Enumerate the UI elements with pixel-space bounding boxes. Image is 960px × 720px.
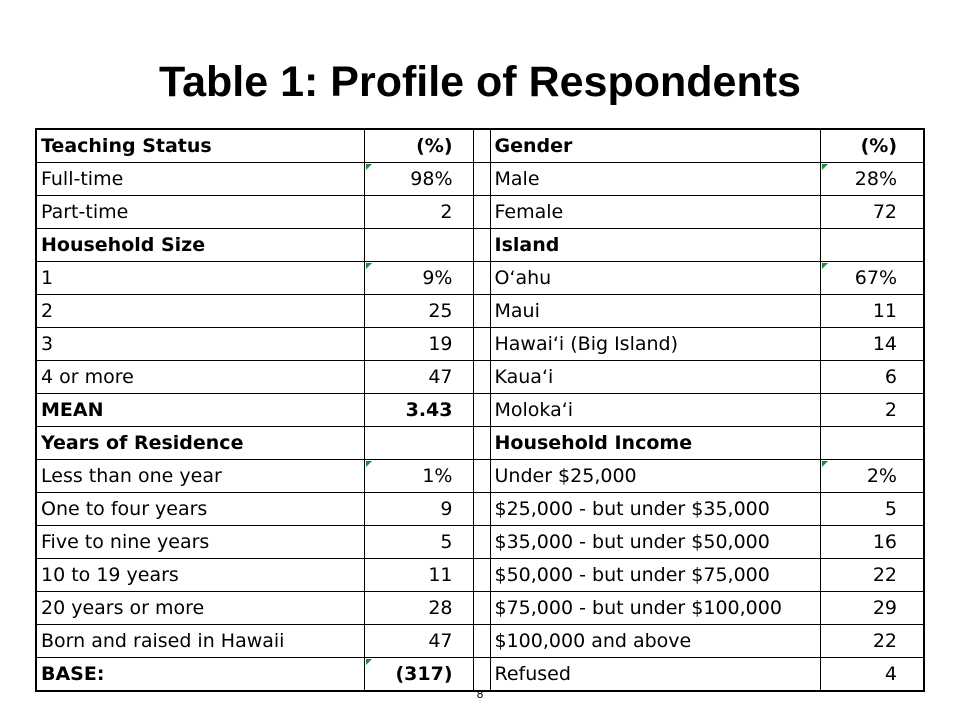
row-value: 5 xyxy=(820,493,924,526)
table-row xyxy=(36,196,924,229)
table-row xyxy=(36,427,924,460)
row-value: 67% xyxy=(820,262,924,295)
page-title: Table 1: Profile of Respondents xyxy=(159,58,801,106)
row-label: $25,000 - but under $35,000 xyxy=(490,493,820,526)
section-header-gender: Gender xyxy=(490,129,820,163)
section-header-value xyxy=(364,229,473,262)
row-label: Female xyxy=(490,196,820,229)
row-value: 2% xyxy=(820,460,924,493)
section-header-value: (%) xyxy=(820,129,924,163)
column-gap xyxy=(473,592,490,625)
respondent-profile-table xyxy=(35,128,925,692)
row-label-mean: MEAN xyxy=(36,394,364,427)
table-row xyxy=(36,129,924,163)
column-gap xyxy=(473,526,490,559)
row-value: 25 xyxy=(364,295,473,328)
row-value: 6 xyxy=(820,361,924,394)
row-value: 16 xyxy=(820,526,924,559)
section-header-value xyxy=(820,229,924,262)
column-gap xyxy=(473,328,490,361)
table-row xyxy=(36,328,924,361)
row-value: 2 xyxy=(820,394,924,427)
row-value: 9% xyxy=(364,262,473,295)
row-label: O‘ahu xyxy=(490,262,820,295)
row-value-base: (317) xyxy=(364,658,473,692)
row-value: 11 xyxy=(364,559,473,592)
row-value: 47 xyxy=(364,361,473,394)
row-value: 22 xyxy=(820,625,924,658)
row-value: 4 xyxy=(884,663,897,685)
row-value: 5 xyxy=(364,526,473,559)
section-header-value xyxy=(820,427,924,460)
row-label: One to four years xyxy=(36,493,364,526)
row-label: $35,000 - but under $50,000 xyxy=(490,526,820,559)
column-gap xyxy=(473,658,490,692)
row-label: Under $25,000 xyxy=(490,460,820,493)
section-header-years-of-residence: Years of Residence xyxy=(36,427,364,460)
row-label: Kaua‘i xyxy=(490,361,820,394)
table-row xyxy=(36,625,924,658)
column-gap xyxy=(473,196,490,229)
row-label: $50,000 - but under $75,000 xyxy=(490,559,820,592)
row-value: 22 xyxy=(820,559,924,592)
row-label: Less than one year xyxy=(36,460,364,493)
table-row xyxy=(36,361,924,394)
row-label: 20 years or more xyxy=(36,592,364,625)
row-label: Full-time xyxy=(36,163,364,196)
table-row xyxy=(36,526,924,559)
column-gap xyxy=(473,559,490,592)
row-value: 28 xyxy=(364,592,473,625)
table-row xyxy=(36,229,924,262)
table-row xyxy=(36,460,924,493)
row-label: $75,000 - but under $100,000 xyxy=(490,592,820,625)
row-value: 47 xyxy=(364,625,473,658)
section-header-island: Island xyxy=(490,229,820,262)
row-value: 14 xyxy=(820,328,924,361)
row-value: 9 xyxy=(364,493,473,526)
row-label: 1 xyxy=(36,262,364,295)
column-gap xyxy=(473,427,490,460)
table-row xyxy=(36,658,924,692)
table-row xyxy=(36,163,924,196)
column-gap xyxy=(473,295,490,328)
row-value: 29 xyxy=(820,592,924,625)
section-header-teaching-status: Teaching Status xyxy=(36,129,364,163)
row-value: 2 xyxy=(364,196,473,229)
column-gap xyxy=(473,129,490,163)
row-label: 2 xyxy=(36,295,364,328)
row-label: Male xyxy=(490,163,820,196)
row-label: Refused xyxy=(490,658,820,692)
column-gap xyxy=(473,262,490,295)
row-label: Born and raised in Hawaii xyxy=(36,625,364,658)
row-value: 1% xyxy=(364,460,473,493)
row-label: Hawai‘i (Big Island) xyxy=(490,328,820,361)
row-label-base: BASE: xyxy=(36,658,364,692)
section-header-value: (%) xyxy=(364,129,473,163)
row-label: Moloka‘i xyxy=(490,394,820,427)
row-label: 4 or more xyxy=(36,361,364,394)
page-number: 8 xyxy=(476,688,484,701)
row-value: 98% xyxy=(364,163,473,196)
row-value: 72 xyxy=(820,196,924,229)
table-row xyxy=(36,592,924,625)
section-header-value xyxy=(364,427,473,460)
column-gap xyxy=(473,361,490,394)
column-gap xyxy=(473,394,490,427)
row-label: 10 to 19 years xyxy=(36,559,364,592)
column-gap xyxy=(473,460,490,493)
row-label: Five to nine years xyxy=(36,526,364,559)
table-row xyxy=(36,493,924,526)
column-gap xyxy=(473,163,490,196)
row-label: 3 xyxy=(36,328,364,361)
column-gap xyxy=(473,229,490,262)
column-gap xyxy=(473,625,490,658)
table-row xyxy=(36,295,924,328)
row-value: 11 xyxy=(820,295,924,328)
row-value: 19 xyxy=(364,328,473,361)
section-header-household-size: Household Size xyxy=(36,229,364,262)
section-header-household-income: Household Income xyxy=(490,427,820,460)
column-gap xyxy=(473,493,490,526)
row-label: Maui xyxy=(490,295,820,328)
table-row xyxy=(36,262,924,295)
table-row xyxy=(36,394,924,427)
row-value-mean: 3.43 xyxy=(364,394,473,427)
row-label: $100,000 and above xyxy=(490,625,820,658)
row-value: 28% xyxy=(820,163,924,196)
row-label: Part-time xyxy=(36,196,364,229)
table-row xyxy=(36,559,924,592)
